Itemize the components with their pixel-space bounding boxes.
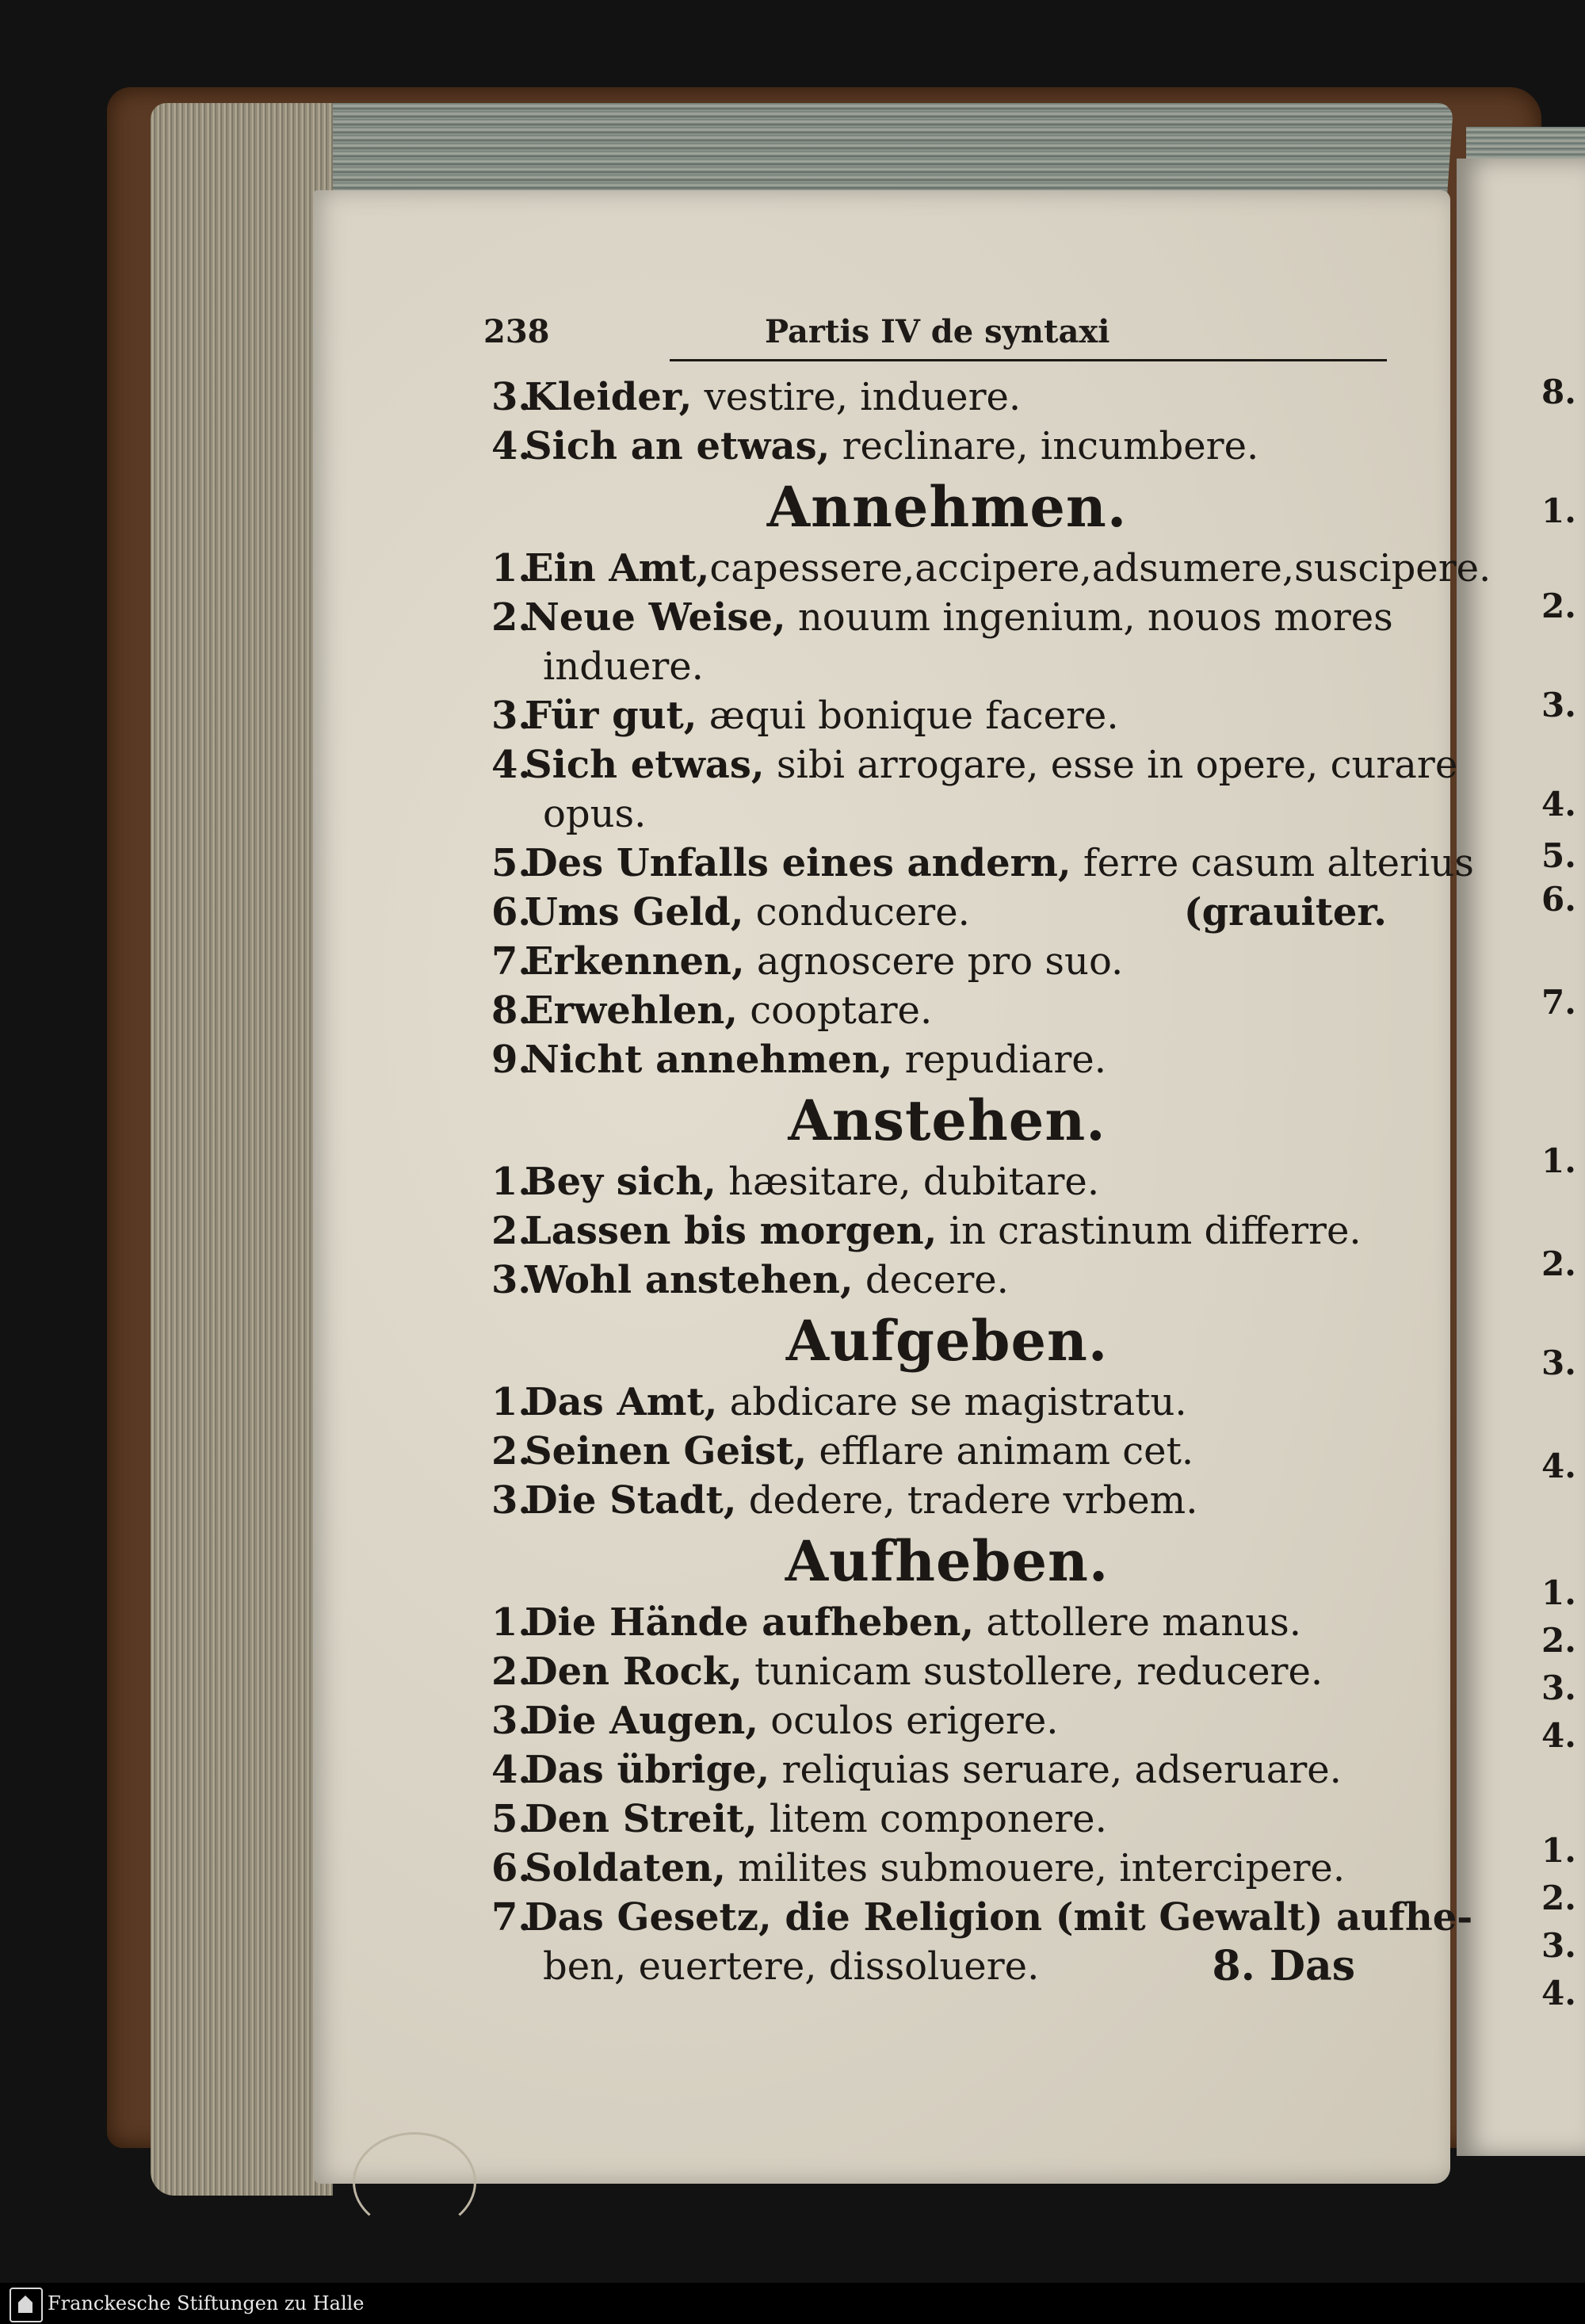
latin-translation: ferre casum alterius (1071, 841, 1474, 885)
latin-translation: hæsitare, dubitare. (716, 1160, 1100, 1204)
german-phrase: Seinen Geist, (525, 1429, 808, 1474)
continuation-text: opus. (543, 792, 647, 836)
right-page-number: 5. (1541, 836, 1576, 875)
right-page-number: 1. (1541, 1141, 1576, 1180)
entry-number: 6. (491, 1846, 532, 1890)
latin-translation: attollere manus. (974, 1600, 1301, 1645)
latin-translation: æqui bonique facere. (697, 694, 1119, 738)
entry-number: 4. (491, 1748, 532, 1792)
entry-line (491, 937, 1403, 986)
footer-bar (0, 2283, 1585, 2324)
entry-line (491, 1795, 1403, 1844)
continuation-text: induere. (543, 644, 704, 689)
right-page-number: 8. (1541, 373, 1576, 411)
latin-translation: nouum ingenium, nouos mores (785, 595, 1393, 640)
right-page-number: 2. (1541, 587, 1576, 625)
right-page-number: 4. (1541, 1974, 1576, 2012)
catchword: 8. Das (1212, 1942, 1355, 1990)
german-phrase: Erkennen, (525, 939, 745, 984)
institution-logo-icon (10, 2288, 43, 2322)
header-rule (670, 359, 1387, 361)
entry-number: 3. (491, 694, 532, 738)
entry-line (491, 544, 1491, 593)
right-page-number: 2. (1541, 1244, 1576, 1283)
entry-number: 8. (491, 988, 532, 1033)
latin-translation: agnoscere pro suo. (744, 939, 1124, 984)
latin-translation: decere. (853, 1258, 1009, 1302)
page-edges-side (151, 103, 333, 2196)
latin-translation: in crastinum differre. (937, 1209, 1362, 1253)
dictionary-text (491, 373, 1491, 1991)
latin-translation: tunicam sustollere, reducere. (742, 1649, 1323, 1694)
right-page-number: 3. (1541, 1344, 1576, 1382)
entry-number: 7. (491, 939, 532, 984)
entry-line (491, 1206, 1403, 1256)
entry-number: 3. (491, 1258, 532, 1302)
latin-translation: cooptare. (738, 988, 933, 1033)
entry-line (491, 1598, 1403, 1647)
latin-translation: reclinare, incumbere. (830, 424, 1259, 468)
german-phrase: Die Hände aufheben, (525, 1600, 975, 1645)
continuation-text: ben, euertere, dissoluere. (543, 1944, 1040, 1989)
entry-number: 1. (491, 1160, 532, 1204)
entry-number: 5. (491, 841, 532, 885)
right-page-number: 2. (1541, 1879, 1576, 1917)
entry-number: 1. (491, 1380, 532, 1424)
entry-continuation (491, 642, 1403, 691)
entry-number: 6. (491, 890, 532, 935)
entry-number: 3. (491, 1699, 532, 1743)
german-phrase: Kleider, (525, 375, 693, 419)
latin-translation: capessere,accipere,adsumere,suscipere. (709, 546, 1491, 591)
entry-line (491, 740, 1458, 789)
entry-line (491, 1378, 1403, 1427)
latin-translation: abdicare se magistratu. (717, 1380, 1187, 1424)
entry-line (491, 839, 1474, 888)
section-heading: Aufgeben. (785, 1308, 1109, 1374)
right-page-number: 3. (1541, 686, 1576, 724)
german-phrase: Sich etwas, (525, 743, 765, 787)
german-phrase: Wohl anstehen, (525, 1258, 854, 1302)
german-phrase: Bey sich, (525, 1160, 716, 1204)
entry-line (491, 1157, 1403, 1206)
section-heading: Aufheben. (785, 1528, 1110, 1594)
german-phrase: Für gut, (525, 694, 697, 738)
entry-number: 2. (491, 1209, 532, 1253)
entry-line (491, 691, 1403, 740)
german-phrase: Erwehlen, (525, 988, 739, 1033)
latin-translation: oculos erigere. (758, 1699, 1059, 1743)
entry-number: 2. (491, 1429, 532, 1474)
footer-credit: Franckesche Stiftungen zu Halle (48, 2292, 365, 2314)
entry-number: 9. (491, 1038, 532, 1082)
right-page-number: 4. (1541, 1716, 1576, 1755)
right-page-number: 7. (1541, 983, 1576, 1022)
german-phrase: Ums Geld, (525, 890, 744, 935)
german-phrase: Das übrige, (525, 1748, 770, 1792)
german-phrase: Den Rock, (525, 1649, 743, 1694)
latin-translation: milites submouere, intercipere. (725, 1846, 1346, 1890)
entry-continuation (491, 1942, 1403, 1991)
right-page-number: 2. (1541, 1621, 1576, 1660)
latin-translation: litem componere. (757, 1797, 1107, 1841)
german-phrase: Sich an etwas, (525, 424, 831, 468)
entry-line (491, 888, 1403, 937)
german-phrase: Die Stadt, (525, 1478, 737, 1523)
section-heading: Annehmen. (766, 474, 1128, 540)
entry-line (491, 1427, 1403, 1476)
entry-number: 2. (491, 1649, 532, 1694)
entry-line (491, 1745, 1403, 1795)
right-page-number: 1. (1541, 1831, 1576, 1870)
page-edges-top (179, 103, 1453, 198)
entry-line (491, 1696, 1403, 1745)
right-page-number: 4. (1541, 1447, 1576, 1485)
latin-translation: vestire, induere. (692, 375, 1022, 419)
entry-line (491, 1844, 1403, 1893)
right-page-number: 4. (1541, 785, 1576, 824)
section-heading: Anstehen. (788, 1087, 1106, 1153)
entry-line (491, 373, 1403, 422)
running-title: Partis IV de syntaxi (765, 313, 1110, 350)
german-phrase: Lassen bis morgen, (525, 1209, 938, 1253)
german-phrase: Ein Amt, (525, 546, 710, 591)
entry-number: 2. (491, 595, 532, 640)
german-phrase: Neue Weise, (525, 595, 786, 640)
german-phrase: Das Amt, (525, 1380, 718, 1424)
entry-line (491, 986, 1403, 1035)
right-page-number: 1. (1541, 491, 1576, 530)
entry-number: 1. (491, 546, 532, 591)
entry-number: 5. (491, 1797, 532, 1841)
page-damage-mark (353, 2132, 476, 2232)
entry-line (491, 1647, 1403, 1696)
entry-line (491, 1893, 1473, 1942)
german-phrase: Des Unfalls eines andern, (525, 841, 1071, 885)
german-phrase: Nicht annehmen, (525, 1038, 893, 1082)
entry-number: 4. (491, 424, 532, 468)
entry-number: 3. (491, 375, 532, 419)
german-phrase: Den Streit, (525, 1797, 758, 1841)
german-phrase: Die Augen, (525, 1699, 758, 1743)
entry-line (491, 1256, 1403, 1305)
entry-line (491, 593, 1403, 642)
entry-line (491, 1476, 1403, 1525)
german-phrase: Das Gesetz, die Religion (mit Gewalt) aufhe- (525, 1895, 1473, 1940)
overflow-word: (grauiter. (1183, 890, 1387, 935)
right-page-number: 6. (1541, 880, 1576, 919)
latin-translation: repudiare. (892, 1038, 1106, 1082)
latin-translation: reliquias seruare, adseruare. (770, 1748, 1342, 1792)
right-page-number: 1. (1541, 1573, 1576, 1612)
running-head (483, 313, 1387, 361)
german-phrase: Soldaten, (525, 1846, 726, 1890)
latin-translation: sibi arrogare, esse in opere, curare (764, 743, 1458, 787)
entry-number: 7. (491, 1895, 532, 1940)
latin-translation: dedere, tradere vrbem. (736, 1478, 1198, 1523)
entry-number: 1. (491, 1600, 532, 1645)
page-number: 238 (483, 313, 550, 350)
latin-translation: conducere. (743, 890, 970, 935)
entry-number: 3. (491, 1478, 532, 1523)
entry-line (491, 1035, 1403, 1084)
entry-line (491, 422, 1403, 471)
right-page-number: 3. (1541, 1668, 1576, 1707)
latin-translation: efflare animam cet. (807, 1429, 1194, 1474)
entry-number: 4. (491, 743, 532, 787)
right-page-number: 3. (1541, 1926, 1576, 1965)
entry-continuation (491, 789, 1403, 839)
